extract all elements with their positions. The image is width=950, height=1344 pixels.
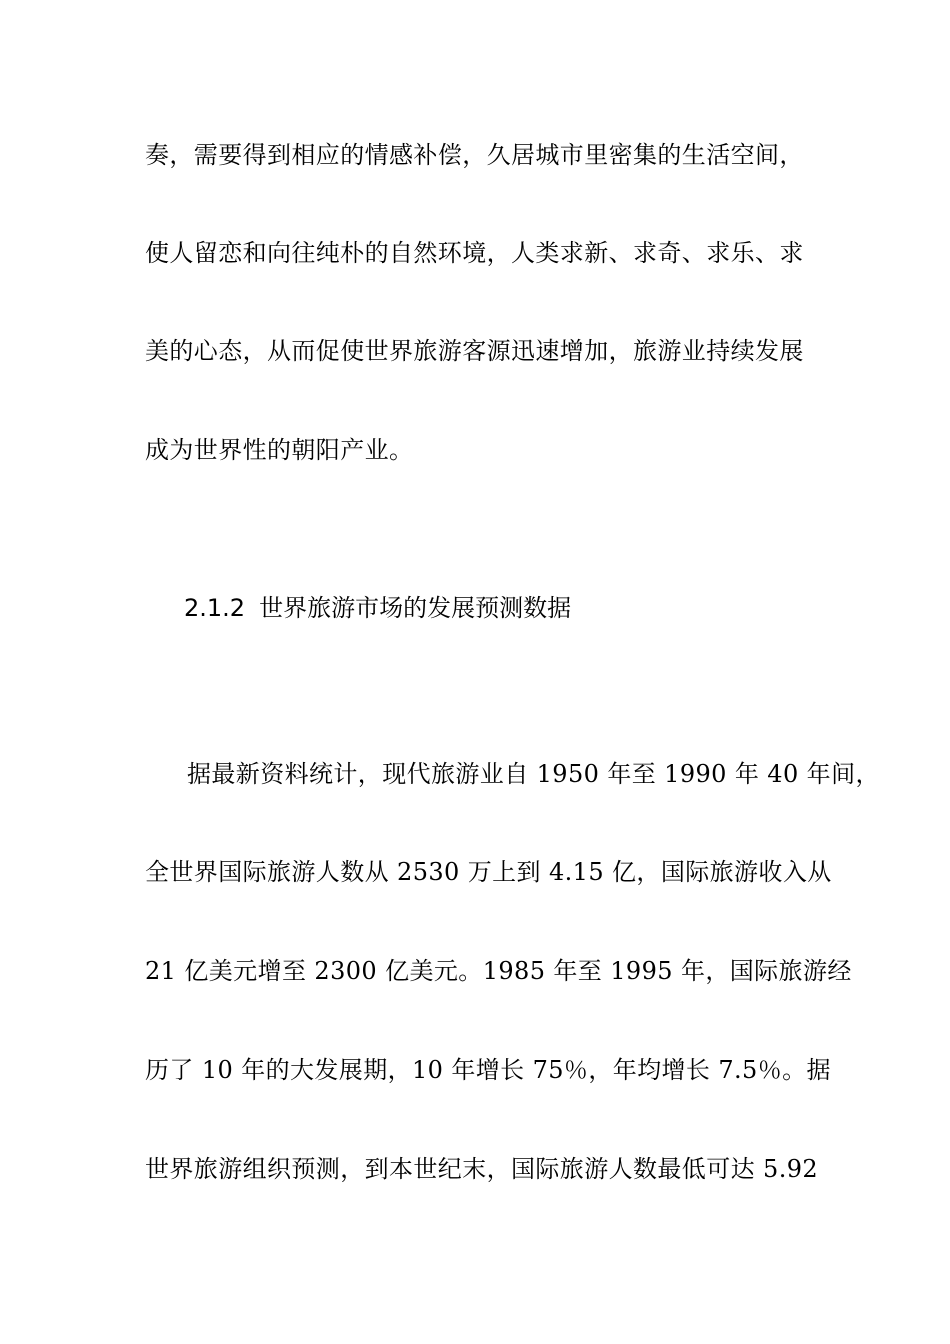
paragraph-1-line-3: 美的心态，从而促使世界旅游客源迅速增加，旅游业持续发展: [145, 337, 804, 365]
section-heading: [184, 592, 571, 624]
paragraph-2-line-3: 21 亿美元增至 2300 亿美元。1985 年至 1995 年，国际旅游经: [145, 957, 852, 985]
paragraph-1-line-4: 成为世界性的朝阳产业。: [145, 436, 414, 464]
paragraph-1-line-1: 奏，需要得到相应的情感补偿，久居城市里密集的生活空间，: [145, 141, 804, 169]
paragraph-2-line-2: 全世界国际旅游人数从 2530 万上到 4.15 亿，国际旅游收入从: [145, 858, 832, 886]
section-title: 世界旅游市场的发展预测数据: [259, 594, 572, 622]
paragraph-2-line-1: 据最新资料统计，现代旅游业自 1950 年至 1990 年 40 年间，: [187, 760, 880, 788]
section-number: 2.1.2: [184, 594, 246, 622]
paragraph-2-line-4: 历了 10 年的大发展期，10 年增长 75％，年均增长 7.5％。据: [145, 1056, 831, 1084]
paragraph-2-line-5: 世界旅游组织预测，到本世纪末，国际旅游人数最低可达 5.92: [145, 1155, 819, 1183]
paragraph-1-line-2: 使人留恋和向往纯朴的自然环境，人类求新、求奇、求乐、求: [145, 239, 804, 267]
